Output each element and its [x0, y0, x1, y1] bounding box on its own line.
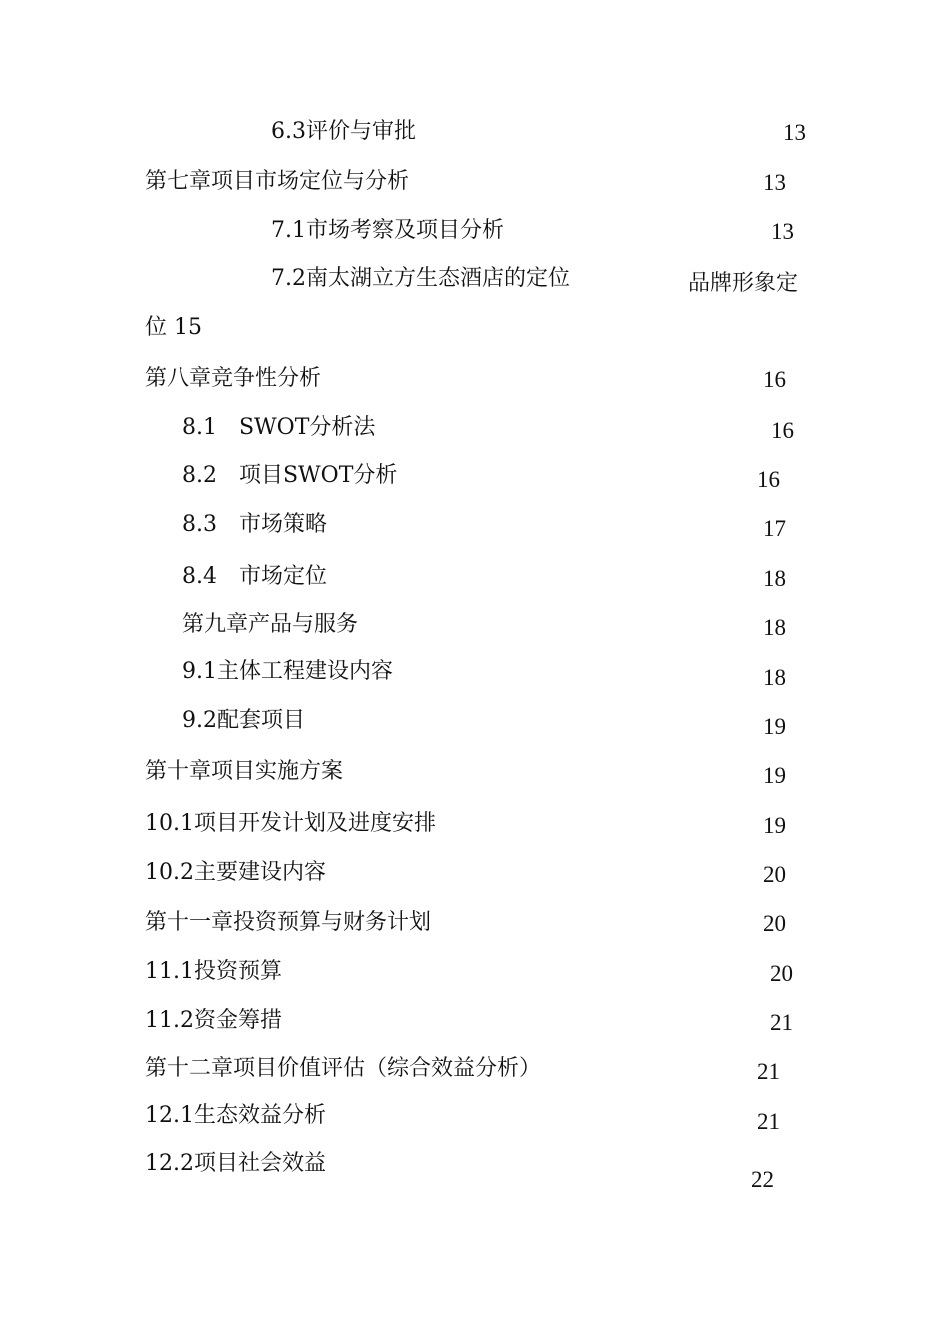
toc-entry-title: 第八章竞争性分析 — [145, 366, 322, 391]
toc-entry-title: 9.1主体工程建设内容 — [182, 659, 393, 684]
toc-entry-page: 20 — [763, 911, 786, 936]
toc-entry-page: 18 — [763, 615, 786, 640]
toc-entry-title: 11.2资金筹措 — [145, 1008, 282, 1033]
toc-entry-page: 13 — [771, 219, 794, 244]
toc-entry-title: 6.3评价与审批 — [271, 119, 416, 144]
toc-entry-page: 13 — [763, 170, 786, 195]
toc-entry-page: 19 — [763, 763, 786, 788]
toc-entry-title: 8.3 市场策略 — [182, 512, 327, 537]
toc-entry-title: 8.4 市场定位 — [182, 564, 327, 589]
toc-entry-title-tail: 品牌形象定 — [688, 271, 799, 296]
toc-entry-title: 7.1市场考察及项目分析 — [271, 218, 504, 243]
toc-entry-title: 7.2南太湖立方生态酒店的定位 — [271, 266, 570, 291]
toc-entry-title: 11.1投资预算 — [145, 959, 282, 984]
toc-entry-title: 12.1生态效益分析 — [145, 1103, 326, 1128]
toc-entry-page: 19 — [763, 813, 786, 838]
toc-entry-page: 13 — [783, 120, 806, 145]
toc-entry-title: 12.2项目社会效益 — [145, 1151, 326, 1176]
toc-entry-page: 18 — [763, 665, 786, 690]
toc-entry-page: 16 — [771, 418, 794, 443]
toc-entry-title: 第十二章项目价值评估（综合效益分析） — [145, 1056, 542, 1081]
toc-entry-title: 10.2主要建设内容 — [145, 860, 326, 885]
toc-entry-page: 22 — [751, 1167, 774, 1192]
toc-entry-title: 第十一章投资预算与财务计划 — [145, 910, 432, 935]
toc-entry-page: 20 — [763, 862, 786, 887]
toc-entry-page: 21 — [770, 1010, 793, 1035]
toc-entry-page: 17 — [763, 516, 786, 541]
toc-entry-title-wrap: 位 15 — [145, 315, 202, 340]
toc-entry-page: 20 — [770, 961, 793, 986]
toc-entry-title: 第七章项目市场定位与分析 — [145, 169, 410, 194]
toc-entry-page: 16 — [763, 367, 786, 392]
toc-entry-title: 8.2 项目SWOT分析 — [182, 463, 398, 488]
toc-entry-title: 9.2配套项目 — [182, 708, 305, 733]
toc-entry-title: 第九章产品与服务 — [182, 612, 359, 637]
toc-entry-title: 10.1项目开发计划及进度安排 — [145, 811, 436, 836]
toc-entry-page: 19 — [763, 714, 786, 739]
toc-entry-page: 18 — [763, 566, 786, 591]
toc-entry-page: 21 — [757, 1059, 780, 1084]
toc-entry-title: 第十章项目实施方案 — [145, 759, 344, 784]
toc-entry-page: 16 — [757, 467, 780, 492]
toc-entry-title: 8.1 SWOT分析法 — [182, 415, 376, 440]
toc-entry-page: 21 — [757, 1109, 780, 1134]
